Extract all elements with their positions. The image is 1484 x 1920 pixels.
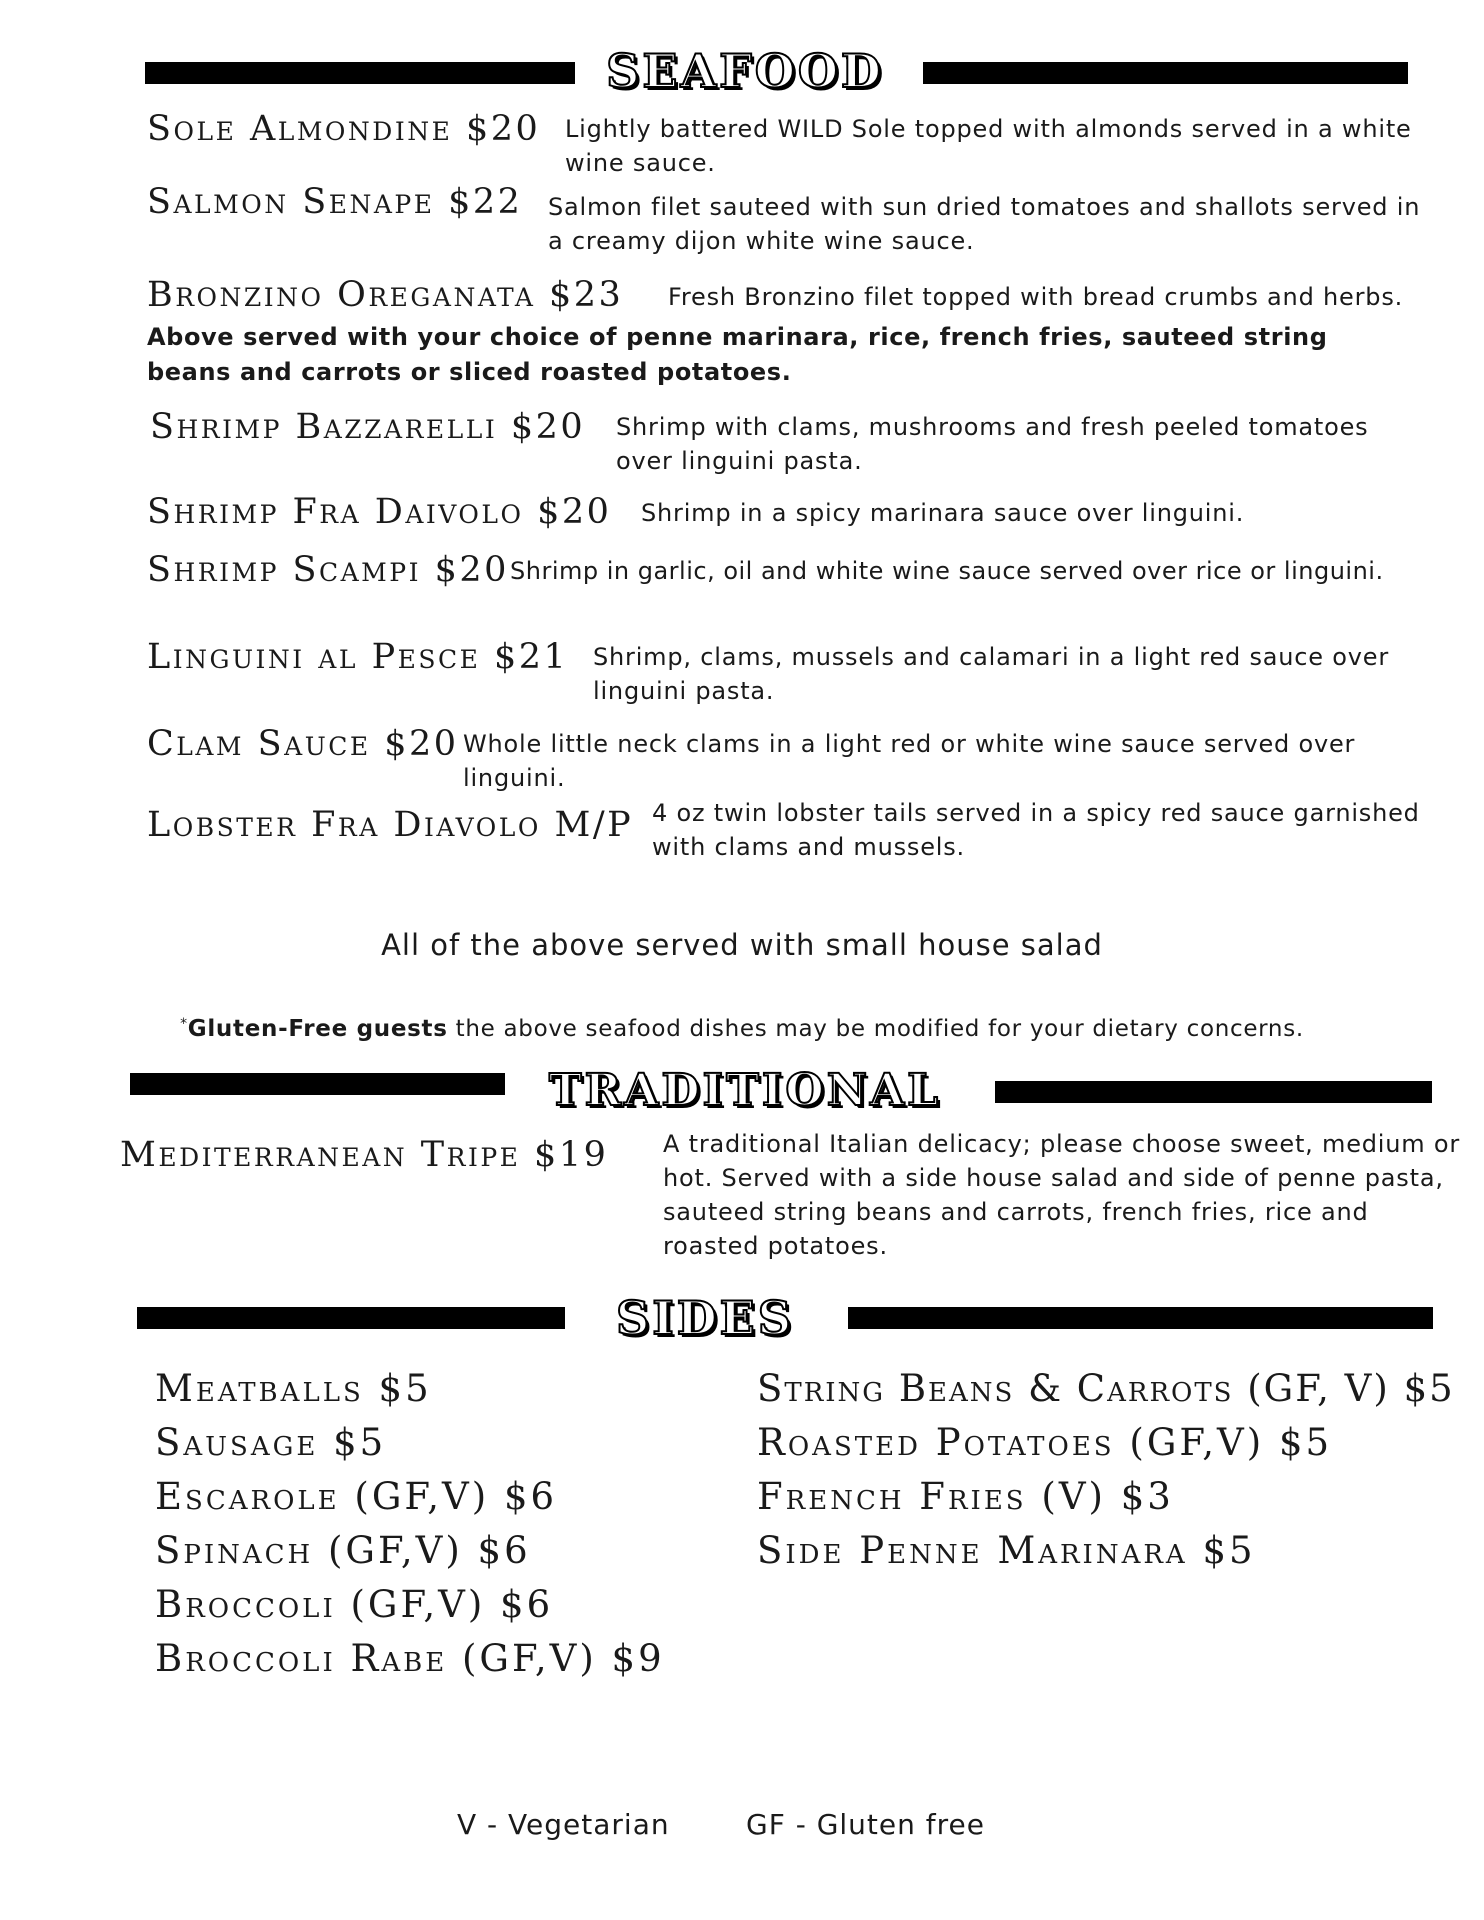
side-item: Roasted Potatoes (GF,V) $5 <box>757 1421 1333 1464</box>
sides-heading: SIDES <box>616 1291 794 1345</box>
sides-column-right <box>757 1362 1455 1578</box>
seafood-heading: SEAFOOD <box>606 44 884 98</box>
menu-item-description: Shrimp, clams, mussels and calamari in a light red sauce over linguini pasta. <box>593 643 1389 705</box>
menu-item-name: Linguini al Pesce $21 <box>147 637 569 677</box>
sides-column-left <box>155 1362 665 1686</box>
traditional-heading: TRADITIONAL <box>548 1065 942 1116</box>
sides-rule-right <box>848 1307 1433 1329</box>
menu-item-description: Whole little neck clams in a light red or white wine sauce served over linguini. <box>463 730 1356 792</box>
menu-item-name: Bronzino Oreganata $23 <box>147 275 624 315</box>
menu-item-description: 4 oz twin lobster tails served in a spicy red sauce garnished with clams and mussels. <box>652 799 1420 861</box>
menu-item-name: Sole Almondine $20 <box>147 109 541 149</box>
menu-item-description: Fresh Bronzino filet topped with bread crumbs and herbs. <box>668 283 1404 311</box>
side-item: French Fries (V) $3 <box>757 1475 1174 1518</box>
menu-item-name: Shrimp Bazzarelli $20 <box>150 407 586 447</box>
menu-item-description: Shrimp in garlic, oil and white wine sauce served over rice or linguini. <box>510 557 1384 585</box>
side-item: Meatballs $5 <box>155 1367 432 1410</box>
menu-item-name: Shrimp Scampi $20 <box>147 550 509 590</box>
gluten-free-label: Gluten-Free guests <box>187 1016 448 1042</box>
side-item: Spinach (GF,V) $6 <box>155 1529 531 1572</box>
traditional-rule-left <box>130 1073 505 1095</box>
gluten-free-asterisk: * <box>180 1016 188 1032</box>
legend-vegetarian: V - Vegetarian <box>457 1808 670 1841</box>
traditional-rule-right <box>995 1081 1432 1103</box>
menu-item-name: Salmon Senape $22 <box>147 182 523 222</box>
menu-item-name: Lobster Fra Diavolo M/P <box>147 805 634 845</box>
legend-gluten-free: GF - Gluten free <box>746 1808 985 1841</box>
gluten-free-text: the above seafood dishes may be modified for your dietary concerns. <box>447 1016 1304 1042</box>
side-item: Side Penne Marinara $5 <box>757 1529 1256 1572</box>
menu-item-description: Shrimp in a spicy marinara sauce over linguini. <box>641 499 1245 527</box>
menu-item-description: A traditional Italian delicacy; please choose sweet, medium or hot. Served with a side house salad and side of penne pasta, sauteed string beans and carrots, french fries, rice and roasted potatoes. <box>663 1130 1461 1260</box>
menu-item-name: Clam Sauce $20 <box>147 724 459 764</box>
menu-item-name: Shrimp Fra Daivolo $20 <box>147 492 612 532</box>
seafood-sides-note: Above served with your choice of penne marinara, rice, french fries, sauteed string beans and carrots or sliced roasted potatoes. <box>147 323 1328 386</box>
menu-item-description: Shrimp with clams, mushrooms and fresh peeled tomatoes over linguini pasta. <box>616 413 1369 475</box>
side-item: Broccoli Rabe (GF,V) $9 <box>155 1637 665 1680</box>
menu-item-description: Salmon filet sauteed with sun dried tomatoes and shallots served in a creamy dijon white wine sauce. <box>548 193 1421 255</box>
side-item: Escarole (GF,V) $6 <box>155 1475 558 1518</box>
side-item: Sausage $5 <box>155 1421 387 1464</box>
side-item: Broccoli (GF,V) $6 <box>155 1583 554 1626</box>
menu-item-name: Mediterranean Tripe $19 <box>120 1135 609 1175</box>
menu-item-description: Lightly battered WILD Sole topped with almonds served in a white wine sauce. <box>565 115 1412 177</box>
side-item: String Beans & Carrots (GF, V) $5 <box>757 1367 1455 1410</box>
house-salad-note: All of the above served with small house salad <box>381 928 1103 962</box>
gluten-free-note <box>0 1016 1484 1042</box>
seafood-rule-left <box>145 62 575 84</box>
sides-rule-left <box>137 1307 565 1329</box>
seafood-rule-right <box>923 62 1408 84</box>
